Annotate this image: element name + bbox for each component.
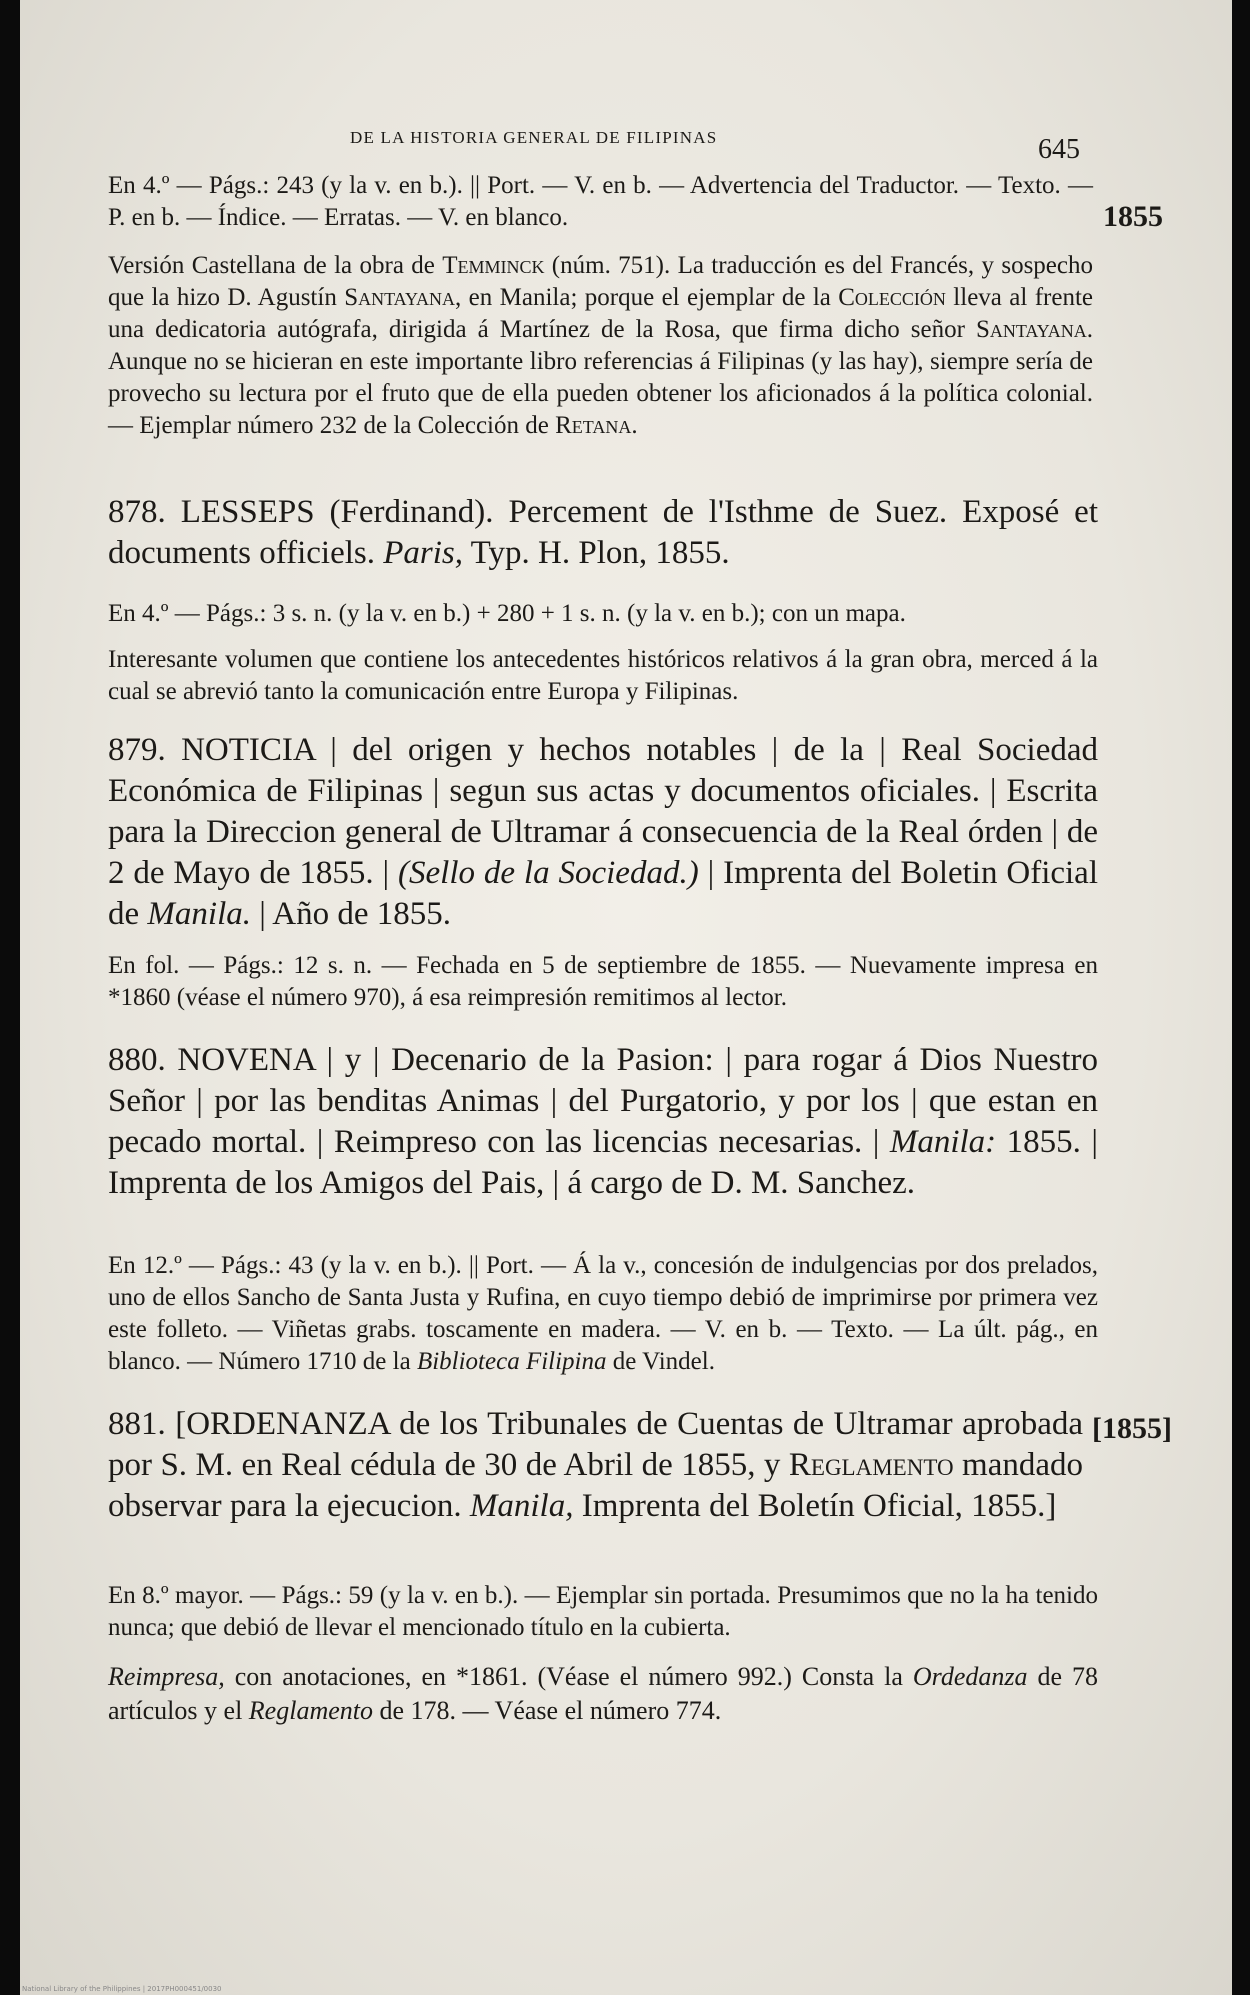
prev-entry-collation: En 4.º — Págs.: 243 (y la v. en b.). || Port. — V. en b. — Advertencia del Traductor. — Texto. — P. en b. — Índice. — Erratas. — V. en blanco. — [108, 172, 1093, 231]
entry-878-title: 878. LESSEPS (Ferdinand). Percement de l'Isthme de Suez. Exposé et documents officiels. Paris, Typ. H. Plon, 1855. — [108, 494, 1098, 571]
scanned-page — [20, 0, 1232, 1995]
page-number: 645 — [1038, 134, 1080, 165]
entry-879-title: 879. NOTICIA | del origen y hechos notables | de la | Real Sociedad Económica de Filipinas | segun sus actas y documentos oficiales. | Escrita para la Direccion general de Ultramar á consecuencia de la Real órden | de 2 de Mayo de 1855. | (Sello de la Sociedad.) | Imprenta del Boletin Oficial de Manila. | Año de 1855. — [108, 732, 1098, 932]
entry-881-collation: En 8.º mayor. — Págs.: 59 (y la v. en b.). — Ejemplar sin portada. Presumimos que no la ha tenido nunca; que debió de llevar el mencionado título en la cubierta. — [108, 1582, 1098, 1641]
scan-credit: National Library of the Philippines | 2017PH000451/0030 — [22, 1985, 222, 1993]
entry-881-title: 881. [ORDENANZA de los Tribunales de Cuentas de Ultramar aprobada por S. M. en Real cédula de 30 de Abril de 1855, y Reglamento mandado observar para la ejecucion. Manila, Imprenta del Boletín Oficial, 1855.] — [108, 1406, 1083, 1524]
entry-880-title: 880. NOVENA | y | Decenario de la Pasion: | para rogar á Dios Nuestro Señor | por las benditas Animas | del Purgatorio, y por los | que estan en pecado mortal. | Reimpreso con las licencias necesarias. | Manila: 1855. | Imprenta de los Amigos del Pais, | á cargo de D. M. Sanchez. — [108, 1042, 1098, 1201]
running-header: DE LA HISTORIA GENERAL DE FILIPINAS — [350, 128, 718, 147]
entry-881-reprint-note: Reimpresa, con anotaciones, en *1861. (Véase el número 992.) Consta la Ordedanza de 78 artículos y el Reglamento de 178. — Véase el número 774. — [108, 1662, 1098, 1725]
entry-878-collation: En 4.º — Págs.: 3 s. n. (y la v. en b.) + 280 + 1 s. n. (y la v. en b.); con un mapa. — [108, 600, 906, 627]
margin-year: 1855 — [1103, 200, 1163, 233]
entry-880-collation: En 12.º — Págs.: 43 (y la v. en b.). || Port. — Á la v., concesión de indulgencias por dos prelados, uno de ellos Sancho de Santa Justa y Rufina, en cuyo tiempo debió de imprimirse por primera vez este folleto. — Viñetas grabs. toscamente en madera. — V. en b. — Texto. — La últ. pág., en blanco. — Número 1710 de la Biblioteca Filipina de Vindel. — [108, 1252, 1098, 1375]
prev-entry-note: Versión Castellana de la obra de Temminck (núm. 751). La traducción es del Francés, y sospecho que la hizo D. Agustín Santayana, en Manila; porque el ejemplar de la Colección lleva al frente una dedicatoria autógrafa, dirigida á Martínez de la Rosa, que firma dicho señor Santayana. Aunque no se hicieran en este importante libro referencias á Filipinas (y las hay), siempre sería de provecho su lectura por el fruto que de ella pueden obtener los aficionados á la política colonial. — Ejemplar número 232 de la Colección de Retana. — [108, 252, 1093, 439]
margin-year-881: [1855] — [1092, 1412, 1172, 1445]
entry-878-note: Interesante volumen que contiene los antecedentes históricos relativos á la gran obra, merced á la cual se abrevió tanto la comunicación entre Europa y Filipinas. — [108, 646, 1098, 705]
entry-879-collation: En fol. — Págs.: 12 s. n. — Fechada en 5 de septiembre de 1855. — Nuevamente impresa en *1860 (véase el número 970), á esa reimpresión remitimos al lector. — [108, 952, 1098, 1011]
